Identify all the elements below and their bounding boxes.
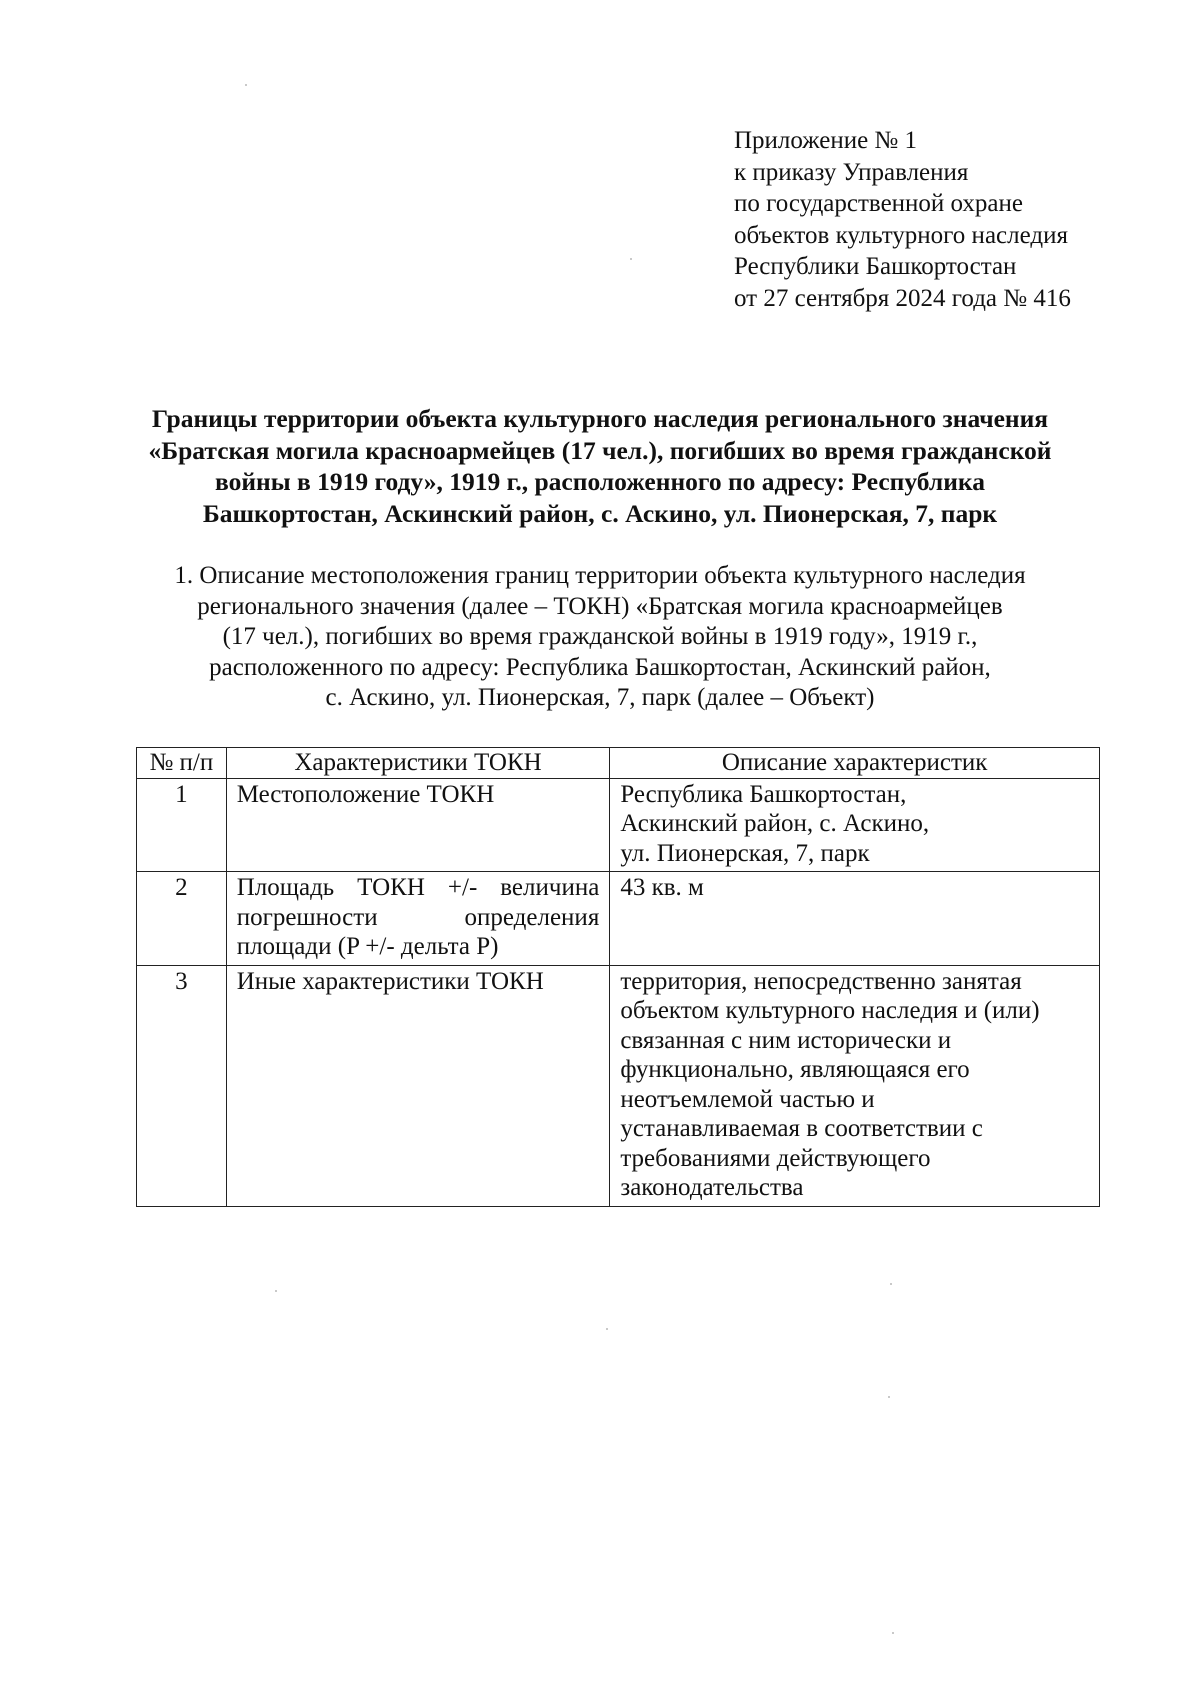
appendix-line: объектов культурного наследия bbox=[734, 221, 1068, 249]
table-header-row bbox=[137, 748, 1100, 779]
scan-speck bbox=[630, 258, 632, 260]
document-title bbox=[100, 403, 1100, 529]
characteristic-line: Иные характеристики ТОКН bbox=[236, 967, 544, 995]
header-number: № п/п bbox=[137, 748, 227, 779]
appendix-line: к приказу Управления bbox=[734, 158, 969, 186]
section-description bbox=[100, 561, 1100, 714]
description-line: регионального значения (далее – ТОКН) «Братская могила красноармейцев bbox=[197, 592, 1003, 620]
characteristic-line: погрешности определения bbox=[236, 903, 600, 931]
description-cell-line: 43 кв. м bbox=[620, 874, 704, 901]
row-characteristic bbox=[226, 872, 610, 966]
row-number: 2 bbox=[137, 872, 227, 966]
row-characteristic bbox=[226, 778, 610, 872]
description-cell-line: устанавливаемая в соответствии с bbox=[620, 1115, 983, 1142]
characteristic-line: Площадь ТОКН +/- величина bbox=[236, 874, 600, 901]
appendix-line: по государственной охране bbox=[734, 190, 1024, 217]
row-number: 3 bbox=[137, 965, 227, 1206]
appendix-line: от 27 сентября 2024 года № 416 bbox=[734, 284, 1071, 312]
characteristic-line: Местоположение ТОКН bbox=[236, 780, 495, 808]
description-line: расположенного по адресу: Республика Башкортостан, Аскинский район, bbox=[209, 653, 991, 681]
header-characteristic: Характеристики ТОКН bbox=[226, 748, 610, 779]
scan-speck bbox=[890, 1283, 892, 1285]
scan-speck bbox=[275, 1290, 277, 1292]
scan-speck bbox=[606, 1328, 608, 1330]
title-line: войны в 1919 году», 1919 г., расположенного по адресу: Республика bbox=[215, 467, 985, 496]
description-cell-line: неотъемлемой частью и bbox=[620, 1085, 875, 1113]
table-row bbox=[137, 965, 1100, 1206]
description-cell-line: Республика Башкортостан, bbox=[620, 780, 907, 808]
row-description bbox=[610, 965, 1100, 1206]
description-cell-line: законодательства bbox=[620, 1174, 804, 1201]
table-row bbox=[137, 778, 1100, 872]
characteristic-line: площади (P +/- дельта P) bbox=[236, 933, 499, 960]
appendix-block bbox=[734, 125, 1071, 314]
scan-speck bbox=[892, 1632, 894, 1634]
description-cell-line: связанная с ним исторически и bbox=[620, 1026, 952, 1054]
row-description bbox=[610, 872, 1100, 966]
description-cell-line: объектом культурного наследия и (или) bbox=[620, 997, 1040, 1024]
description-cell-line: ул. Пионерская, 7, парк bbox=[620, 839, 870, 867]
row-description bbox=[610, 778, 1100, 872]
scan-speck bbox=[245, 84, 247, 86]
description-line: 1. Описание местоположения границ территории объекта культурного наследия bbox=[174, 562, 1026, 589]
title-line: Башкортостан, Аскинский район, с. Аскино, ул. Пионерская, 7, парк bbox=[202, 498, 998, 528]
description-cell-line: требованиями действующего bbox=[620, 1144, 931, 1172]
scan-speck bbox=[888, 1396, 890, 1398]
description-cell-line: Аскинский район, с. Аскино, bbox=[620, 810, 930, 837]
characteristics-table bbox=[136, 747, 1100, 1207]
row-number: 1 bbox=[137, 778, 227, 872]
description-line: (17 чел.), погибших во время гражданской войны в 1919 году», 1919 г., bbox=[222, 623, 978, 650]
appendix-line: Республики Башкортостан bbox=[734, 253, 1017, 280]
title-line: Границы территории объекта культурного наследия регионального значения bbox=[151, 404, 1049, 433]
description-cell-line: функционально, являющаяся его bbox=[620, 1056, 970, 1083]
description-cell-line: территория, непосредственно занятая bbox=[620, 967, 1022, 995]
appendix-line: Приложение № 1 bbox=[734, 127, 918, 154]
row-characteristic bbox=[226, 965, 610, 1206]
header-description: Описание характеристик bbox=[610, 748, 1100, 779]
table-row bbox=[137, 872, 1100, 966]
description-line: с. Аскино, ул. Пионерская, 7, парк (далее – Объект) bbox=[325, 684, 875, 711]
title-line: «Братская могила красноармейцев (17 чел.), погибших во время гражданской bbox=[148, 435, 1052, 465]
